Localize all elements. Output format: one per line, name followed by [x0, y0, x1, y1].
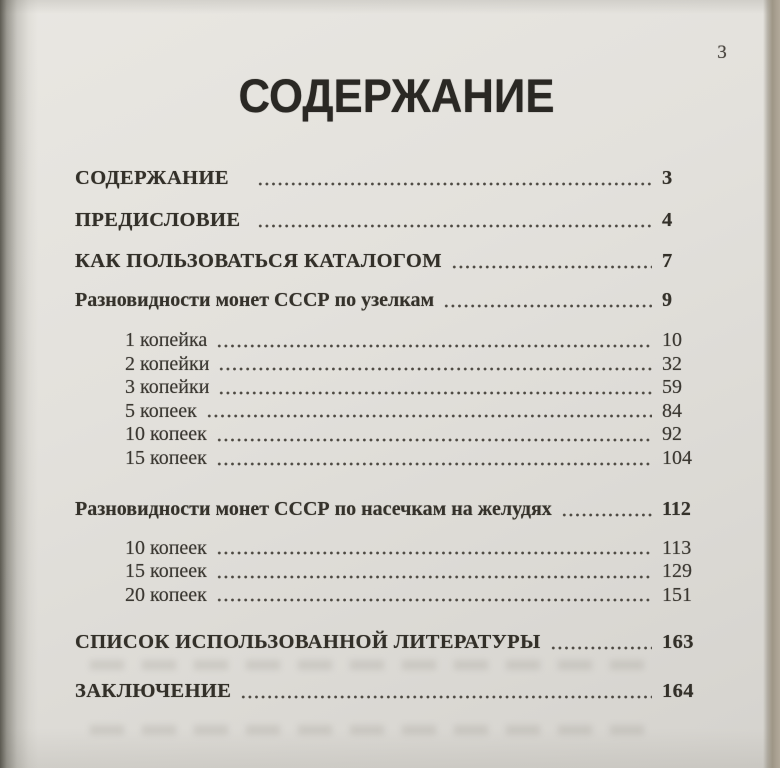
toc-row [75, 249, 712, 274]
table-of-contents [75, 166, 712, 704]
toc-row [75, 166, 712, 191]
toc-entry-label: 20 копеек [125, 583, 207, 606]
toc-row [75, 353, 712, 377]
toc-entry-label: СОДЕРЖАНИЕ [75, 167, 229, 189]
toc-row [75, 560, 712, 584]
scan-shadow-bottom [0, 728, 780, 768]
toc-entry-label: 5 копеек [125, 399, 197, 422]
toc-entry-label: Разновидности монет СССР по узелкам [75, 289, 435, 311]
toc-row [75, 329, 712, 353]
toc-entry-label: СПИСОК ИСПОЛЬЗОВАННОЙ ЛИТЕРАТУРЫ [75, 631, 541, 654]
page-title: СОДЕРЖАНИЕ [238, 69, 555, 122]
dot-leader [550, 645, 652, 651]
toc-row [75, 447, 712, 471]
toc-entry-label: 10 копеек [125, 536, 207, 559]
toc-entry-page: 151 [662, 583, 692, 606]
toc-entry-label: 2 копейки [125, 352, 210, 375]
toc-entry-label: 1 копейка [125, 329, 208, 351]
toc-row [75, 423, 712, 447]
toc-entry-label: 3 копейки [125, 376, 210, 399]
dot-leader [206, 413, 652, 419]
toc-entry-page: 3 [662, 167, 673, 189]
dot-leader [218, 366, 652, 372]
dot-leader [257, 223, 652, 229]
dot-leader [451, 264, 652, 270]
toc-entry-page: 163 [662, 631, 694, 654]
toc-row [75, 630, 712, 655]
corner-page-number: 3 [717, 42, 727, 63]
scan-shadow-top [0, 0, 780, 14]
toc-row [75, 208, 712, 233]
toc-entry-page: 92 [662, 423, 682, 446]
toc-entry-page: 7 [662, 250, 673, 272]
dot-leader [218, 390, 652, 396]
toc-entry-page: 112 [662, 497, 691, 520]
toc-entry-label: ПРЕДИСЛОВИЕ [75, 209, 241, 231]
dot-leader [216, 550, 652, 556]
toc-entry-page: 10 [662, 329, 682, 351]
toc-row [75, 288, 712, 313]
page-edge [763, 0, 780, 768]
toc-row [75, 497, 712, 522]
toc-row [75, 400, 712, 424]
toc-entry-page: 129 [662, 560, 692, 583]
dot-leader [240, 694, 652, 700]
toc-row [75, 679, 712, 704]
toc-entry-label: Разновидности монет СССР по насечкам на желудях [75, 497, 552, 520]
dot-leader [216, 574, 652, 580]
toc-entry-page: 164 [662, 680, 694, 703]
toc-entry-page: 59 [662, 376, 682, 399]
dot-leader [216, 343, 652, 349]
toc-entry-page: 4 [662, 209, 673, 231]
dot-leader [257, 181, 652, 187]
dot-leader [216, 461, 652, 467]
toc-entry-page: 104 [662, 446, 692, 469]
toc-row [75, 376, 712, 400]
toc-row [75, 537, 712, 561]
toc-entry-page: 32 [662, 352, 682, 375]
toc-entry-label: 10 копеек [125, 423, 207, 446]
bleed-through-ghosting [90, 725, 660, 735]
dot-leader [561, 512, 652, 518]
dot-leader [216, 597, 652, 603]
toc-entry-label: КАК ПОЛЬЗОВАТЬСЯ КАТАЛОГОМ [75, 250, 442, 272]
toc-entry-page: 9 [662, 289, 672, 311]
dot-leader [443, 303, 652, 309]
dot-leader [216, 437, 652, 443]
toc-entry-page: 113 [662, 536, 692, 559]
toc-entry-label: ЗАКЛЮЧЕНИЕ [75, 680, 232, 703]
toc-entry-label: 15 копеек [125, 446, 207, 469]
toc-entry-label: 15 копеек [125, 560, 207, 583]
toc-entry-page: 84 [662, 399, 682, 422]
toc-row [75, 584, 712, 608]
